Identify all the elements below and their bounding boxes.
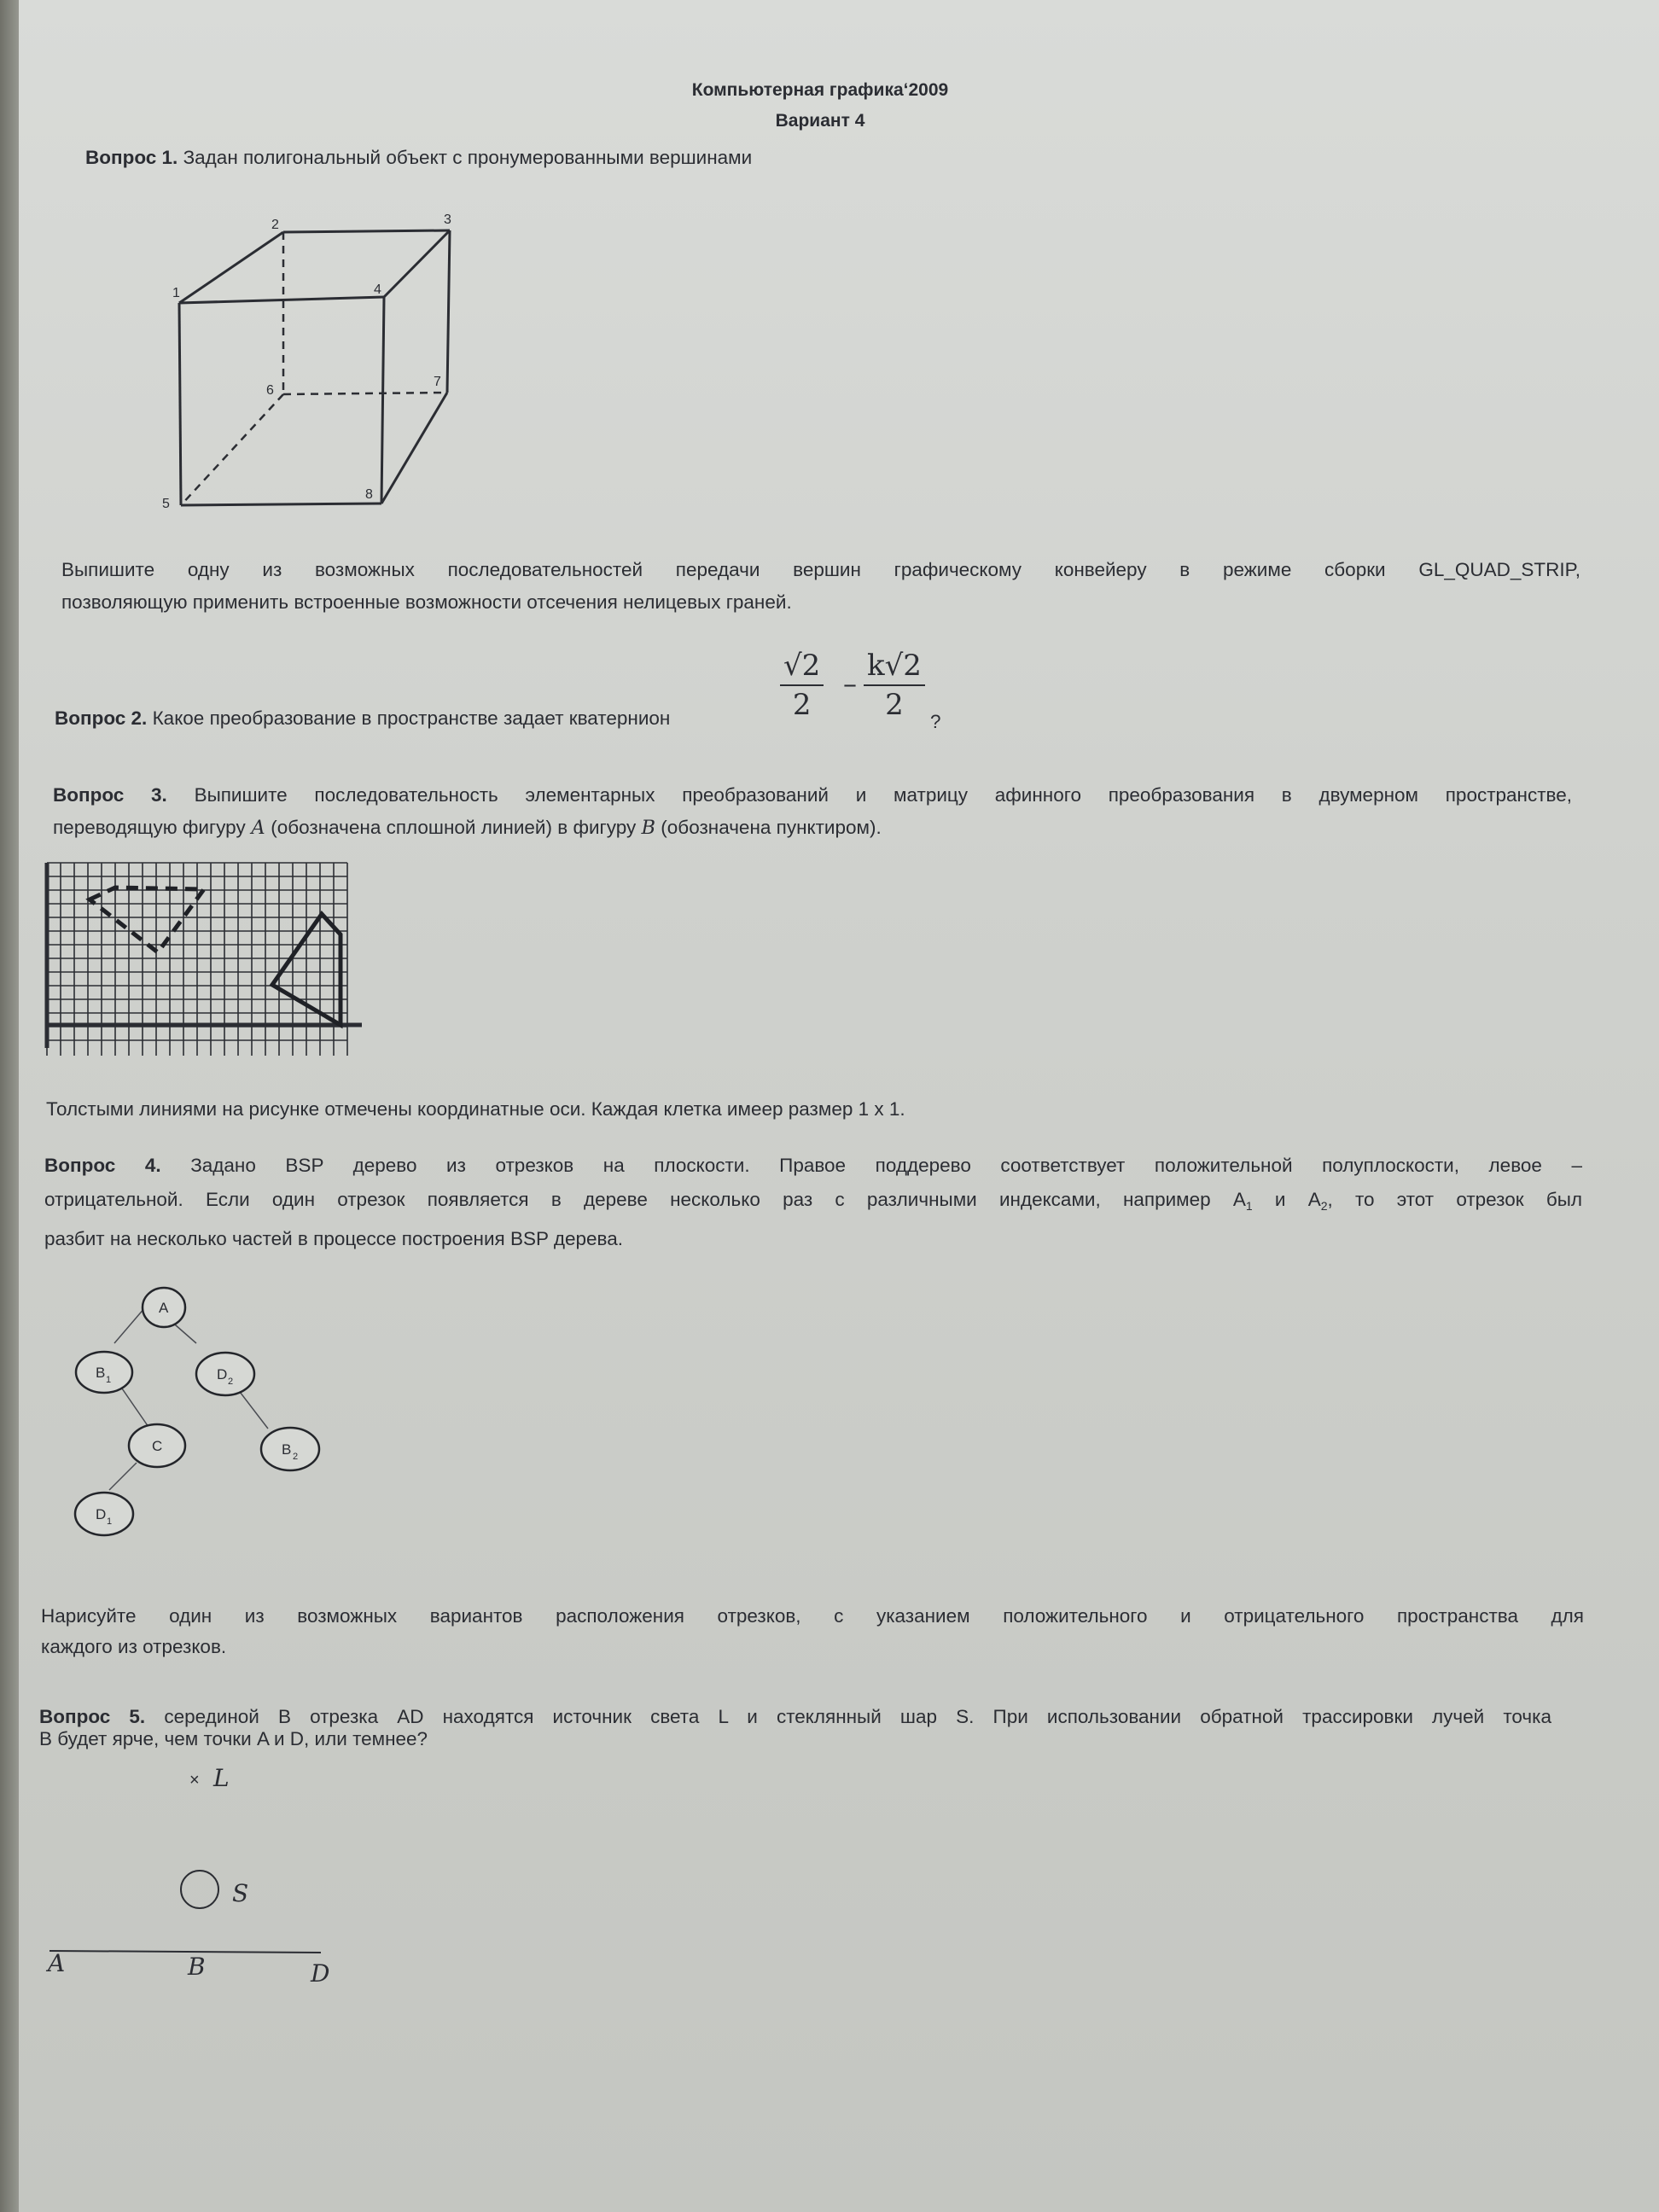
q2-frac2-denominator: 2 bbox=[885, 688, 904, 722]
q3-text-2a: переводящую фигуру bbox=[53, 817, 251, 838]
q2-statement bbox=[55, 701, 670, 736]
tree-label-d2: D bbox=[217, 1366, 228, 1382]
glass-sphere-label: S bbox=[232, 1879, 249, 1907]
q3-figure-a-name: А bbox=[250, 817, 265, 839]
q3-grid-figure bbox=[44, 860, 369, 1058]
q4-line-3: разбит на несколько частей в процессе построения BSP дерева. bbox=[44, 1228, 623, 1249]
q4-line-1 bbox=[44, 1149, 1582, 1183]
vertex-label-5: 5 bbox=[162, 497, 170, 511]
q4-sub-1: 1 bbox=[1245, 1199, 1253, 1213]
vertex-label-8: 8 bbox=[365, 487, 373, 502]
segment-ad bbox=[49, 1951, 321, 1953]
vertex-label-4: 4 bbox=[374, 282, 381, 297]
q5-label: Вопрос 5. bbox=[39, 1706, 146, 1727]
q4-task-line-1: Нарисуйте один из возможных вариантов расположения отрезков, с указанием положительного и отрицательного пространства для bbox=[41, 1605, 1584, 1627]
exam-title: Компьютерная графика‘2009 bbox=[691, 80, 949, 100]
vertex-label-2: 2 bbox=[271, 218, 279, 232]
q1-text: Задан полигональный объект с пронумерованными вершинами bbox=[183, 147, 753, 168]
q4-bsp-tree bbox=[44, 1275, 352, 1540]
vertex-label-7: 7 bbox=[434, 375, 441, 389]
tree-label-b2: B bbox=[282, 1441, 292, 1458]
q2-fraction-2 bbox=[864, 649, 925, 722]
vertex-label-6: 6 bbox=[266, 383, 274, 398]
q3-line-2 bbox=[53, 811, 882, 845]
q5-figure bbox=[44, 1758, 403, 1997]
q3-text-1: Выпишите последовательность элементарных преобразований и матрицу афинного преобразования в двумерном пространстве, bbox=[194, 784, 1572, 806]
q5-line-2: B будет ярче, чем точки A и D, или темнее? bbox=[39, 1728, 428, 1749]
point-b-label: B bbox=[188, 1953, 206, 1981]
tree-label-b1: B bbox=[96, 1365, 106, 1381]
q3-line-1 bbox=[53, 778, 1572, 812]
exam-variant: Вариант 4 bbox=[775, 111, 865, 131]
q2-text: Какое преобразование в пространстве задает кватернион bbox=[152, 707, 671, 729]
q2-question-mark: ? bbox=[930, 711, 941, 732]
light-source-marker: × bbox=[189, 1771, 200, 1790]
tree-label-b2-sub: 2 bbox=[293, 1452, 299, 1462]
tree-edge-c-d1 bbox=[109, 1463, 137, 1490]
point-d-label: D bbox=[311, 1959, 330, 1988]
glass-sphere bbox=[181, 1871, 218, 1908]
q3-label: Вопрос 3. bbox=[53, 784, 167, 806]
q2-label: Вопрос 2. bbox=[55, 707, 148, 729]
q4-text-2b: и A bbox=[1252, 1189, 1321, 1210]
tree-edge-a-b1 bbox=[114, 1307, 145, 1343]
q1-statement bbox=[85, 141, 752, 175]
tree-label-d2-sub: 2 bbox=[228, 1377, 234, 1387]
tree-label-a: A bbox=[159, 1300, 169, 1316]
q4-task-line-2: каждого из отрезков. bbox=[41, 1636, 227, 1657]
q4-text-2c: , то этот отрезок был bbox=[1327, 1189, 1583, 1210]
q5-text-1: серединой B отрезка AD находятся источник света L и стеклянный шар S. При использовании обратной трассировки лучей точка bbox=[164, 1706, 1551, 1727]
q1-cube-figure bbox=[138, 205, 480, 521]
q3-text-2c: (обозначена пунктиром). bbox=[655, 817, 882, 838]
q3-figure-b-name: B bbox=[641, 817, 656, 839]
q2-fraction-1 bbox=[780, 649, 824, 722]
light-source-label: L bbox=[213, 1764, 230, 1792]
tree-label-b1-sub: 1 bbox=[106, 1375, 112, 1385]
q4-label: Вопрос 4. bbox=[44, 1155, 161, 1176]
q3-note: Толстыми линиями на рисунке отмечены координатные оси. Каждая клетка имеер размер 1 х 1. bbox=[46, 1098, 905, 1120]
q2-minus: – bbox=[843, 667, 857, 700]
q4-line-2 bbox=[44, 1183, 1582, 1223]
q4-text-1: Задано BSP дерево из отрезков на плоскости. Правое поддерево соответствует положительной полуплоскости, левое – bbox=[190, 1155, 1582, 1176]
vertex-label-1: 1 bbox=[172, 286, 180, 300]
tree-label-c: C bbox=[152, 1438, 163, 1454]
q3-figure-b-dashed bbox=[90, 888, 204, 952]
q1-task-line-1: Выпишите одну из возможных последовательностей передачи вершин графическому конвейеру в режиме сборки GL_QUAD_STRIP, bbox=[61, 559, 1580, 580]
q1-label: Вопрос 1. bbox=[85, 147, 178, 168]
tree-label-d1: D bbox=[96, 1506, 107, 1522]
vertex-label-3: 3 bbox=[444, 212, 451, 227]
q4-sub-2: 2 bbox=[1320, 1199, 1328, 1213]
q4-text-2a: отрицательной. Если один отрезок появляется в дереве несколько раз с различными индексами, например A bbox=[44, 1189, 1246, 1210]
tree-label-d1-sub: 1 bbox=[107, 1516, 113, 1527]
q3-text-2b: (обозначена сплошной линией) в фигуру bbox=[265, 817, 642, 838]
exam-sheet bbox=[19, 0, 1659, 2212]
point-a-label: A bbox=[48, 1949, 66, 1977]
q2-frac1-numerator: √2 bbox=[780, 649, 824, 686]
q2-frac2-numerator: k√2 bbox=[864, 649, 925, 686]
q2-frac1-denominator: 2 bbox=[792, 688, 812, 722]
q1-task-line-2: позволяющую применить встроенные возможности отсечения нелицевых граней. bbox=[61, 591, 792, 613]
